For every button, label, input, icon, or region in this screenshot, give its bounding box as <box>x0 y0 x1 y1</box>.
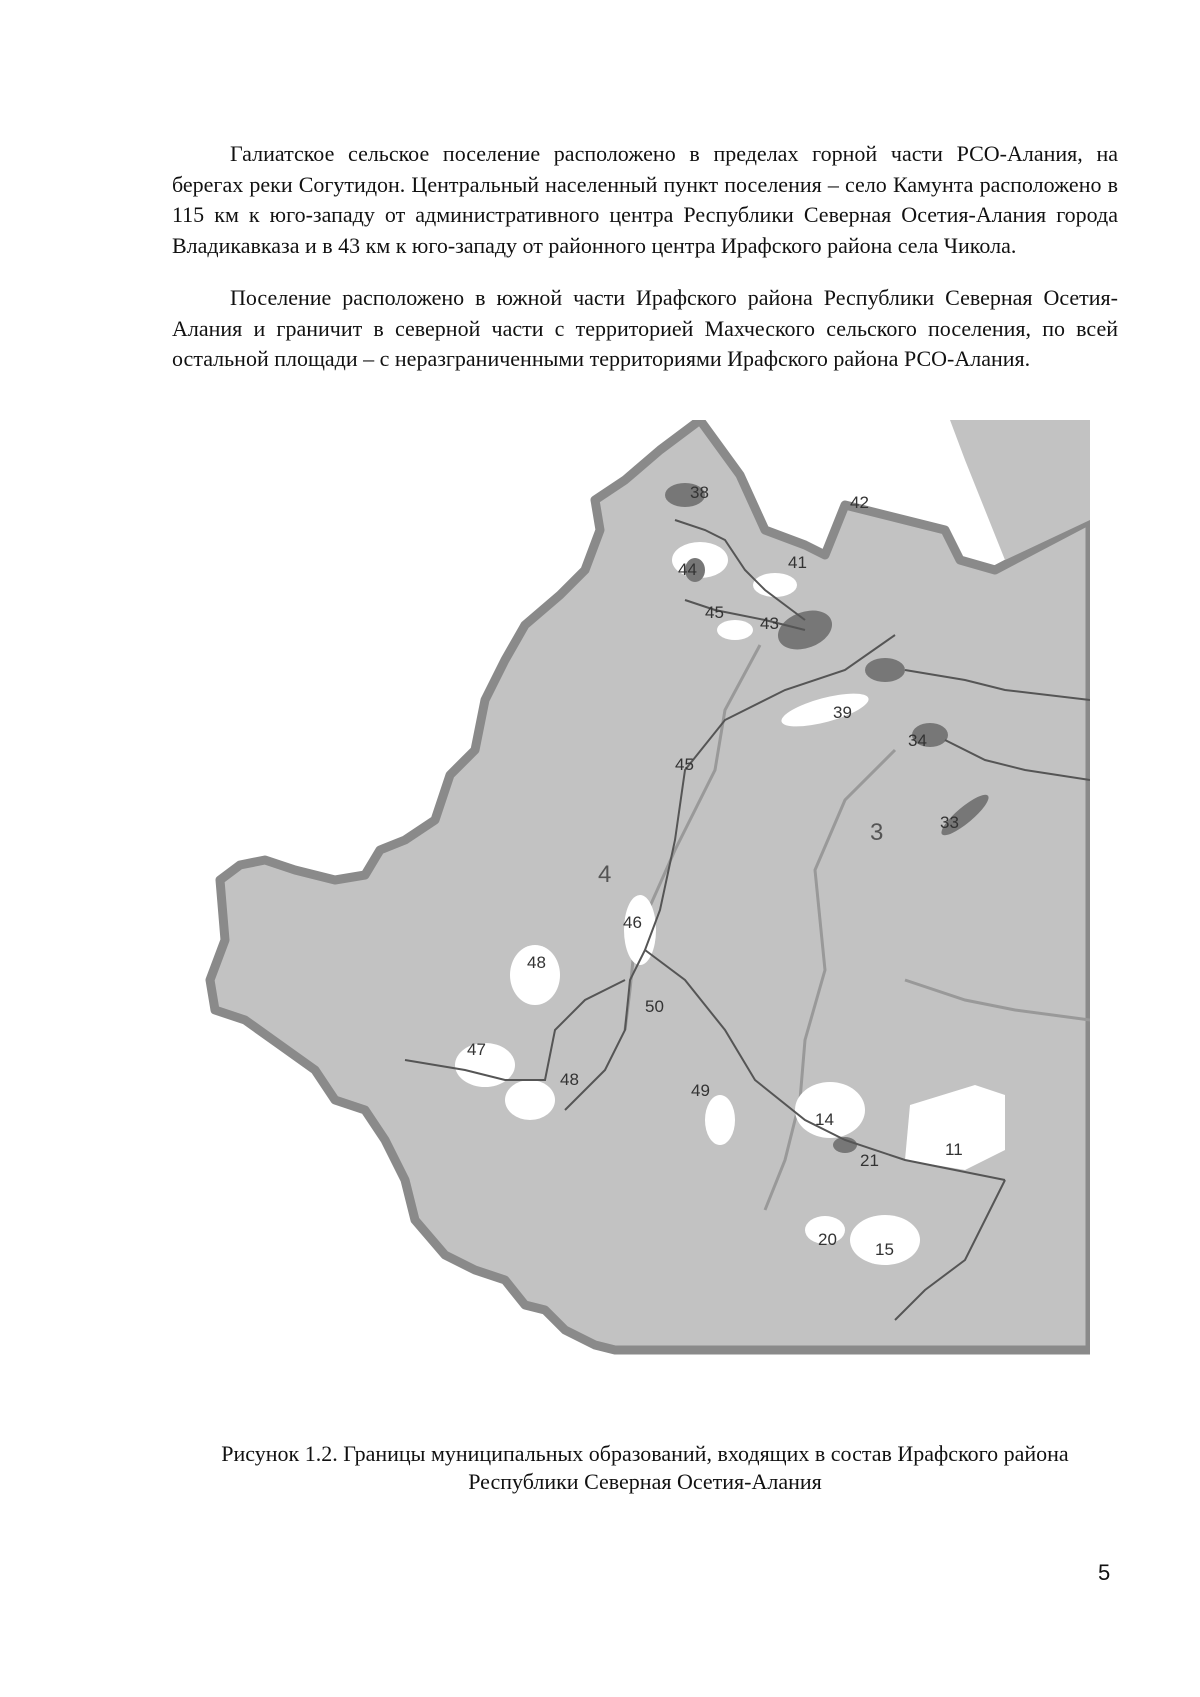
map-label-11: 11 <box>945 1140 963 1159</box>
map-label-34: 34 <box>908 731 927 750</box>
figure-caption <box>130 1440 1160 1496</box>
page-number: 5 <box>1098 1560 1111 1585</box>
map-region-label-4: 4 <box>598 861 612 888</box>
map-svg <box>205 420 1090 1440</box>
map-territory <box>210 420 1090 1350</box>
map-label-14: 14 <box>815 1110 834 1129</box>
map-label-45-top: 45 <box>705 603 724 622</box>
map-label-20: 20 <box>818 1230 837 1249</box>
map-label-42: 42 <box>850 493 869 512</box>
map-label-44: 44 <box>678 560 697 579</box>
map-label-48-top: 48 <box>527 953 546 972</box>
caption-line-1: Рисунок 1.2. Границы муниципальных образований, входящих в состав Ирафского района <box>221 1441 1069 1466</box>
caption-line-2: Республики Северная Осетия-Алания <box>468 1469 822 1494</box>
map-label-38: 38 <box>690 483 709 502</box>
map-label-15: 15 <box>875 1240 894 1259</box>
map-label-43: 43 <box>760 614 779 633</box>
map-label-50: 50 <box>645 997 664 1016</box>
map-label-45: 45 <box>675 755 694 774</box>
map-label-47: 47 <box>467 1040 486 1059</box>
map-label-21: 21 <box>860 1151 879 1170</box>
district-map <box>205 420 1090 1440</box>
map-label-46: 46 <box>623 913 642 932</box>
map-region-label-3: 3 <box>870 819 884 846</box>
map-label-39: 39 <box>833 703 852 722</box>
map-label-48: 48 <box>560 1070 579 1089</box>
paragraph-2: Поселение расположено в южной части Ирафского района Республики Северная Осетия-Алания и граничит в северной части с территорией Махческого сельского поселения, по всей остальной площади – с неразграниченными территориями Ирафского района РСО-Алания. <box>172 285 1118 371</box>
map-label-49: 49 <box>691 1081 710 1100</box>
map-label-33: 33 <box>940 813 959 832</box>
map-label-41: 41 <box>788 553 807 572</box>
paragraph-1: Галиатское сельское поселение расположено в пределах горной части РСО-Алания, на берегах реки Согутидон. Центральный населенный пункт поселения – село Камунта расположено в 115 км к юго-западу от административного центра Республики Северная Осетия-Алания города Владикавказа и в 43 км к юго-западу от районного центра Ирафского района села Чикола. <box>172 141 1118 258</box>
